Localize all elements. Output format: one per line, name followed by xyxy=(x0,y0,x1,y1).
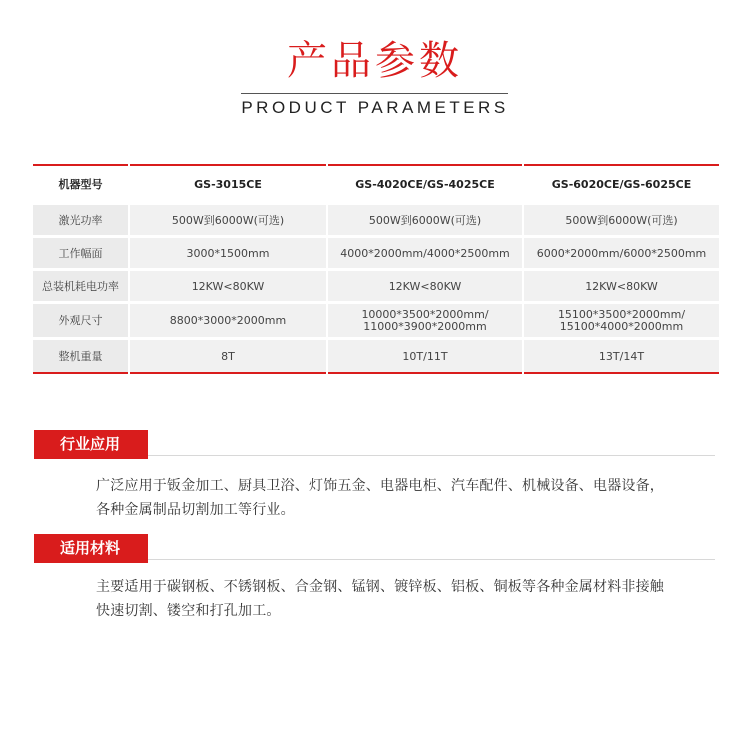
spec-table xyxy=(33,164,719,374)
table-cell: 12KW<80KW xyxy=(523,270,719,303)
table-cell xyxy=(327,303,523,339)
row-label: 工作幅面 xyxy=(33,237,129,270)
row-label: 外观尺寸 xyxy=(33,303,129,339)
table-cell: 4000*2000mm/4000*2500mm xyxy=(327,237,523,270)
table-cell: 10T/11T xyxy=(327,339,523,374)
row-label: 激光功率 xyxy=(33,204,129,237)
table-cell: 3000*1500mm xyxy=(129,237,327,270)
table-cell: 12KW<80KW xyxy=(129,270,327,303)
application-text xyxy=(96,474,716,522)
table-row xyxy=(33,303,719,339)
header-gs4020: GS-4020CE/GS-4025CE xyxy=(327,165,523,204)
row-label: 整机重量 xyxy=(33,339,129,374)
table-cell: 500W到6000W(可选) xyxy=(129,204,327,237)
header-gs6020: GS-6020CE/GS-6025CE xyxy=(523,165,719,204)
section-tag-application: 行业应用 xyxy=(34,430,148,459)
table-cell: 6000*2000mm/6000*2500mm xyxy=(523,237,719,270)
title-divider xyxy=(241,93,508,94)
table-row xyxy=(33,237,719,270)
table-cell: 8T xyxy=(129,339,327,374)
table-cell: 500W到6000W(可选) xyxy=(523,204,719,237)
section-tag-materials: 适用材料 xyxy=(34,534,148,563)
table-row xyxy=(33,270,719,303)
materials-line: 主要适用于碳钢板、不锈钢板、合金钢、锰钢、镀锌板、铝板、铜板等各种金属材料非接触 xyxy=(96,579,664,595)
page-subtitle: PRODUCT PARAMETERS xyxy=(241,98,509,117)
table-header-row xyxy=(33,165,719,204)
application-line: 广泛应用于钣金加工、厨具卫浴、灯饰五金、电器电柜、汽车配件、机械设备、电器设备， xyxy=(96,478,664,494)
header-gs3015: GS-3015CE xyxy=(129,165,327,204)
table-row xyxy=(33,204,719,237)
materials-line: 快速切割、镂空和打孔加工。 xyxy=(96,603,281,619)
cell-line: 15100*3500*2000mm/ xyxy=(557,307,686,321)
table-row xyxy=(33,339,719,374)
application-line: 各种金属制品切割加工等行业。 xyxy=(96,502,295,518)
row-label: 总装机耗电功率 xyxy=(33,270,129,303)
table-cell: 13T/14T xyxy=(523,339,719,374)
cell-line: 11000*3900*2000mm xyxy=(363,319,487,333)
table-cell xyxy=(523,303,719,339)
header-model: 机器型号 xyxy=(33,165,129,204)
table-cell: 8800*3000*2000mm xyxy=(129,303,327,339)
materials-text xyxy=(96,575,716,623)
cell-line: 10000*3500*2000mm/ xyxy=(361,307,489,321)
table-cell: 500W到6000W(可选) xyxy=(327,204,523,237)
cell-line: 15100*4000*2000mm xyxy=(559,319,684,333)
page-title: 产品参数 xyxy=(287,38,463,84)
table-cell: 12KW<80KW xyxy=(327,270,523,303)
